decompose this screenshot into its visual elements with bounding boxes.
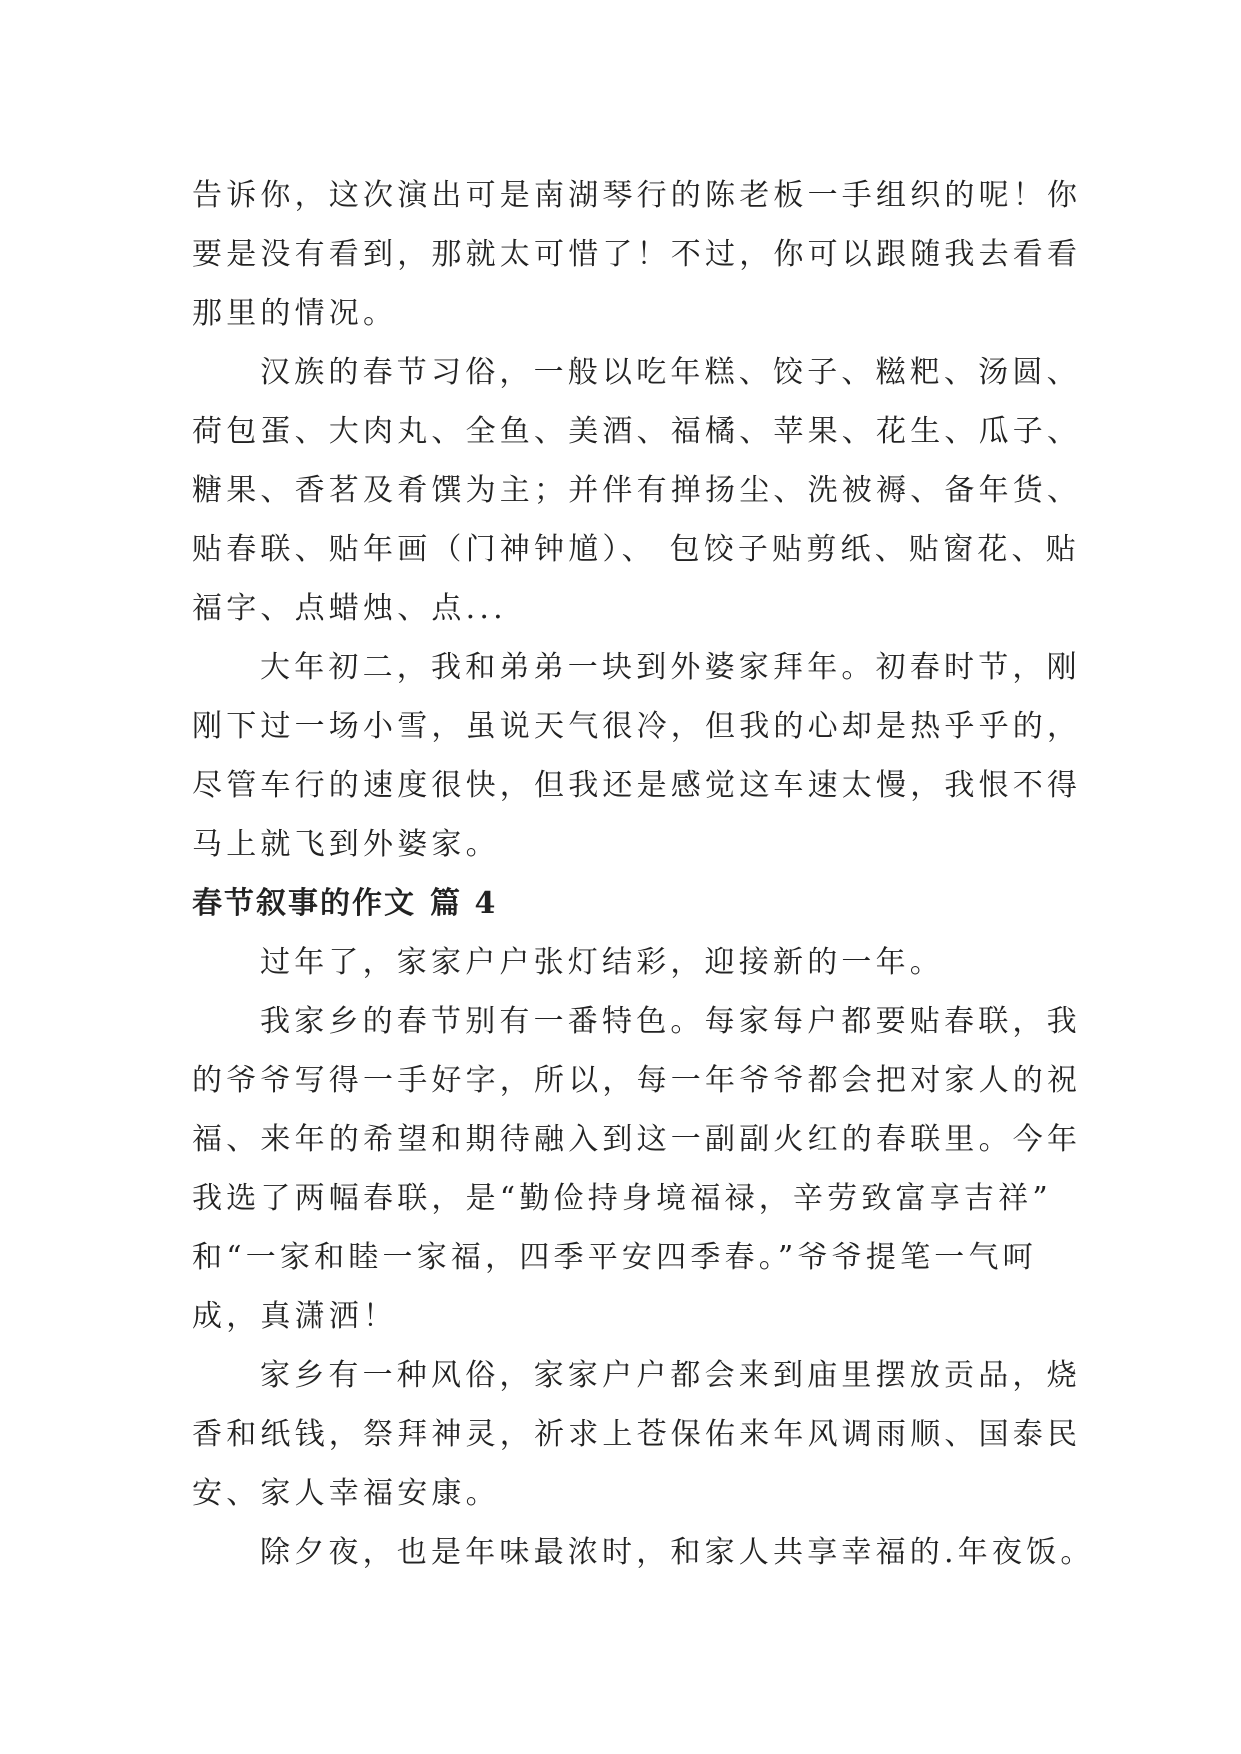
paragraph [192,992,1082,1346]
text-line: 我家乡的春节别有一番特色。每家每户都要贴春联，我 [260,1004,1081,1039]
paragraph [192,933,1062,992]
document-page [192,166,1095,1582]
text-line: 要是没有看到，那就太可惜了！不过，你可以跟随我去看看 [192,237,1082,272]
paragraph-group-bottom [192,933,1095,1582]
text-line: 汉族的春节习俗，一般以吃年糕、饺子、糍粑、汤圆、 [260,355,1081,390]
paragraph [192,166,1082,343]
text-line: 尽管车行的速度很快，但我还是感觉这车速太慢，我恨不得 [192,768,1082,803]
text-line: 福字、点蜡烛、点... [192,591,507,626]
text-line: 安、家人幸福安康。 [192,1476,500,1511]
text-line: 香和纸钱，祭拜神灵，祈求上苍保佑来年风调雨顺、国泰民 [192,1417,1082,1452]
text-line: 告诉你，这次演出可是南湖琴行的陈老板一手组织的呢！你 [192,178,1082,213]
text-line: 和“一家和睦一家福，四季平安四季春。”爷爷提笔一气呵 [192,1240,1037,1275]
text-line: 成，真潇洒！ [192,1299,398,1334]
text-line: 家乡有一种风俗，家家户户都会来到庙里摆放贡品，烧 [260,1358,1081,1393]
section-title: 春节叙事的作文 [192,886,416,921]
paragraph [192,1346,1082,1523]
text-line: 福、来年的希望和期待融入到这一副副火红的春联里。今年 [192,1122,1082,1157]
text-line: 糖果、香茗及肴馔为主；并伴有掸扬尘、洗被褥、备年货、 [192,473,1082,508]
paragraph [192,343,1082,638]
text-line: 那里的情况。 [192,296,398,331]
paragraph [192,1523,1095,1582]
text-line: 我选了两幅春联，是“勤俭持身境福禄，辛劳致富享吉祥” [192,1181,1052,1216]
paragraph-group-top [192,166,1082,874]
text-line: 贴春联、贴年画（门神钟馗）、 包饺子贴剪纸、贴窗花、贴 [192,532,1080,567]
section-heading [192,874,1062,933]
paragraph [192,638,1082,874]
text-line: 大年初二，我和弟弟一块到外婆家拜年。初春时节，刚 [260,650,1081,685]
section-number: 篇 4 [430,886,498,921]
text-line: 马上就飞到外婆家。 [192,827,500,862]
text-line: 除夕夜，也是年味最浓时，和家人共享幸福的.年夜饭。 [260,1535,1095,1570]
text-line: 荷包蛋、大肉丸、全鱼、美酒、福橘、苹果、花生、瓜子、 [192,414,1082,449]
text-line: 刚下过一场小雪，虽说天气很冷，但我的心却是热乎乎的， [192,709,1082,744]
text-line: 过年了，家家户户张灯结彩，迎接新的一年。 [260,945,944,980]
text-line: 的爷爷写得一手好字，所以，每一年爷爷都会把对家人的祝 [192,1063,1082,1098]
